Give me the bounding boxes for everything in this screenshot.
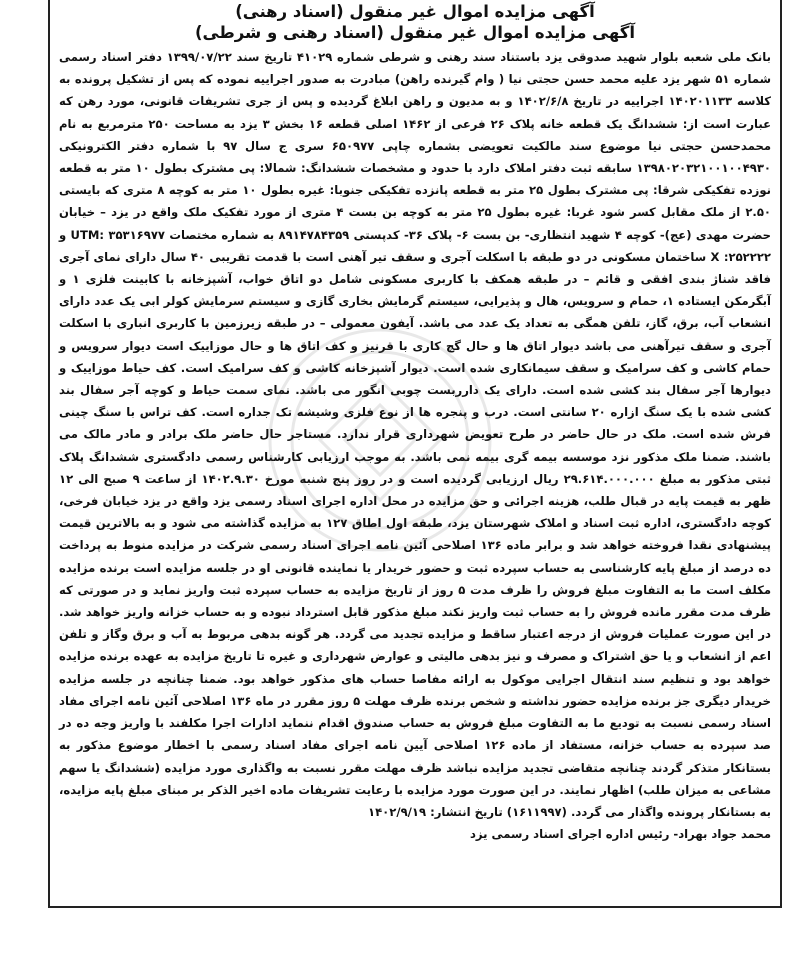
auction-notice xyxy=(48,0,782,908)
notice-body-text: بانک ملی شعبه بلوار شهید صدوقی یزد باستناد سند رهنی و شرطی شماره ۴۱۰۲۹ تاریخ سند ۱۳۹۹/۰۷/۲۲ دفتر اسناد رسمی شماره ۵۱ شهر یزد علیه محمد حسن حجتی نیا ( وام گیرنده راهن) مبادرت به صدور اجراییه نموده که پس از تشکیل پرونده به کلاسه ۱۴۰۲۰۱۱۳۳ اجراییه در تاریخ ۱۴۰۲/۶/۸ و به مدیون و راهن ابلاغ گردیده و پس از جری تشریفات قانونی، مورد رهن که عبارت است از: ششدانگ یک قطعه خانه پلاک ۲۶ فرعی از ۱۴۶۲ اصلی قطعه ۱۶ بخش ۳ یزد به مساحت ۲۵۰ مترمربع به نام محمدحسن حجتی نیا موضوع سند مالکیت تعویضی بشماره چاپی ۶۵۰۹۷۷ سری ج سال ۹۷ با شماره دفتر الکترونیکی ۱۳۹۸۰۲۰۳۲۱۰۰۱۰۰۴۹۳۰ سابقه ثبت دفتر املاک دارد با حدود و مشخصات ششدانگ: شمالا: پی مشترک بطول ۱۰ متر به قطعه نوزده تفکیکی شرقا: پی مشترک بطول ۲۵ متر به قطعه پانزده تفکیکی جنوبا: غیره بطول ۱۰ متر به کوچه ۸ متری که بایستی ۲.۵۰ از ملک مقابل کسر شود غربا: غیره بطول ۲۵ متر به کوچه بن بست ۴ متری از مورد تفکیک ملک واقع در یزد – خیابان حضرت مهدی (عج)- کوچه ۴ شهید انتظاری- بن بست ۶- پلاک ۳۶- کدپستی ۸۹۱۴۷۸۴۳۵۹ به شماره مختصات UTM: ۳۵۳۱۶۹۷۷ و ۲۵۲۲۲۲: X ساختمان مسکونی در دو طبقه با اسکلت آجری و سقف تیر آهنی است با قدمت تقریبی ۴۰ سال دارای نمای آجری فاقد شناژ بندی افقی و قائم – در طبقه همکف با کاربری مسکونی شامل دو اتاق خواب، آشپزخانه با کابینت فلزی ۱ و آبگرمکن ایستاده ۱، حمام و سرویس، هال و پذیرایی، سیستم گرمایش بخاری گازی و سیستم سرمایش کولر ابی یک عدد دارای انشعاب آب، برق، گاز، تلفن همگی به تعداد یک عدد می باشد. آیفون معمولی – در طبقه زیرزمین با کاربری انباری با اسکلت آجری و سقف تیرآهنی می باشد دیوار اتاق ها و حال گچ کاری با قرنیز و کف اتاق ها و حال موزاییک است دیوار سرویس و حمام کاشی و کف سرامیک و سقف سیمانکاری شده است. دیوار آشپزخانه کاشی و کف سرامیک است. کف حیاط موزاییک و دیوارها آجر سفال بند کشی شده است. دارای یک دارربست چوبی انگور می باشد. نمای سمت حیاط و کوچه آجر سفال بند کشی شده با یک سنگ ازاره ۲۰ سانتی است. درب و پنجره ها از نوع فلزی وشیشه تک جداره است. کف تراس با سنگ چینی فرش شده است. ملک در حال حاضر در طرح تعویض شهرداری قرار ندارد. مستاجر حال حاضر ملک برادر و مادر مالک می باشند. ضمنا ملک مذکور نزد موسسه بیمه گری بیمه نمی باشد. به موجب ارزیابی کارشناس رسمی دادگستری ششدانگ پلاک ثبتی مذکور به مبلغ ۲۹.۶۱۴.۰۰۰.۰۰۰ ریال ارزیابی گردیده است و در روز پنج شنبه مورخ ۱۴۰۲.۹.۳۰ از ساعت ۹ صبح الی ۱۲ ظهر به قیمت پایه در قبال طلب، هزینه اجرائی و حق مزایده در محل اداره اجرای اسناد رسمی یزد واقع در یزد خیابان فرخی، کوچه دادگستری، اداره ثبت اسناد و املاک شهرستان یزد، طبقه اول اطاق ۱۲۷ به مزایده گذاشته می شود و به بالاترین قیمت پیشنهادی نقدا فروخته خواهد شد و برابر ماده ۱۳۶ اصلاحی آئین نامه اجرای اسناد رسمی شرکت در مزایده منوط به پرداخت ده درصد از مبلغ پایه کارشناسی به حساب سپرده ثبت و حضور خریدار یا نماینده قانونی او در جلسه مزایده است برنده مزایده مکلف است ما به التفاوت مبلغ فروش را ظرف مدت ۵ روز از تاریخ مزایده به حساب سپرده ثبت واریز نماید و در صورتی که ظرف مدت مقرر مانده فروش را به حساب ثبت واریز نکند مبلغ مذکور قابل استرداد نبوده و به حساب خزانه واریز خواهد شد. در این صورت عملیات فروش از درجه اعتبار ساقط و مزایده تجدید می گردد. هر گونه بدهی مربوط به آب و برق وگاز و تلفن اعم از انشعاب و یا حق اشتراک و مصرف و نیز بدهی مالیتی و عوارض شهرداری و غیره تا تاریخ مزایده به عهده برنده مزایده خواهد بود و تنظیم سند انتقال اجرایی موکول به ارائه مفاصا حساب های مذکور خواهد بود. ضمنا چنانچه در جلسه مزایده خریدار دیگری جز برنده مزایده حضور نداشته و شخص برنده ظرف مهلت ۵ روز مقرر در ماه ۱۳۶ اصلاحی آئین نامه اجرای مفاد اسناد رسمی نسبت به تودیع ما به التفاوت مبلغ فروش به حساب صندوق اقدام ننماید ادارات اجرا مکلفند با واریز وجه ده در صد سپرده به حساب خزانه، مستفاد از ماده ۱۲۶ اصلاحی آیین نامه اجرای مفاد اسناد رسمی با اخطار موضوع مذکور به بستانکار متذکر گردند چنانچه متقاضی تجدید مزایده نباشد ظرف مهلت مقرر نسبت به واگذاری مورد مزایده (ششدانگ یا سهم مشاعی به میزان طلب) اظهار نمایند. در این صورت مورد مزایده با رعایت تشریفات ماده اخیر الذکر بر مبنای مبلغ پایه مزایده، به بستانکار پرونده واگذار می گردد. (۱۶۱۱۹۹۷) تاریخ انتشار: ۱۴۰۲/۹/۱۹ xyxy=(59,50,772,819)
notice-title-primary: آگهی مزایده اموال غیر منقول (اسناد رهنی) xyxy=(235,2,595,21)
notice-signature: محمد جواد بهراد- رئیس اداره اجرای اسناد رسمی یزد xyxy=(469,827,771,842)
notice-title-secondary: آگهی مزایده اموال غیر منقول (اسناد رهنی و شرطی) xyxy=(194,23,636,42)
